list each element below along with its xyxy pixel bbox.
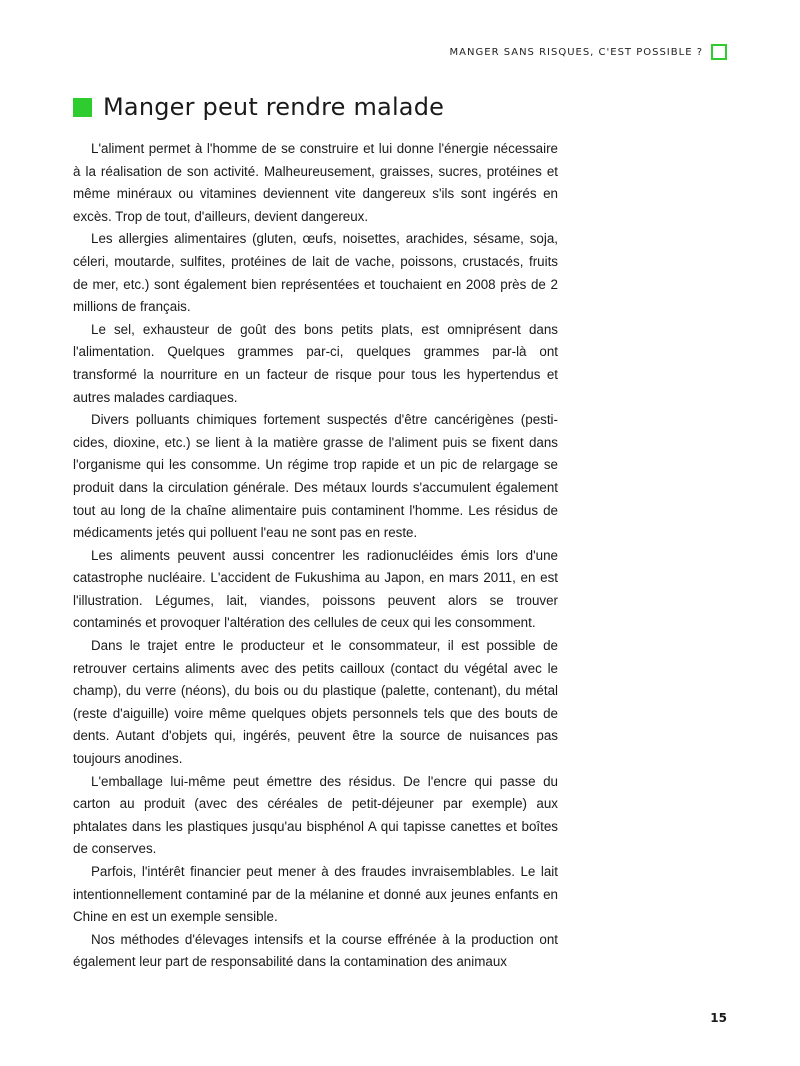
section-heading (73, 93, 444, 121)
paragraph: L'emballage lui-même peut émettre des résidus. De l'encre qui passe du carton au produit (avec des céréales de petit-déjeuner par exemple) aux phtalates dans les plastiques jusqu'au bisphénol A qui tapisse canettes et boîtes de conserves. (73, 773, 558, 857)
outlined-square-icon (711, 44, 727, 60)
paragraph: Divers polluants chimiques fortement suspectés d'être cancérigènes (pesti-cides, dioxine, etc.) se lient à la matière grasse de l'aliment puis se fixent dans l'organisme qui les consomme. Un régime trop rapide et un pic de relargage se produit dans la circulation générale. Des métaux lourds s'accumulent également tout au long de la chaîne alimentaire puis contaminent l'homme. Les résidus de médicaments jetés qui polluent l'eau ne sont pas en reste. (73, 412, 558, 541)
paragraph: Les allergies alimentaires (gluten, œufs, noisettes, arachides, sésame, soja, céleri, moutarde, sulfites, protéines de lait de vache, poissons, crustacés, fruits de mer, etc.) sont également bien représentées et touchaient en 2008 près de 2 millions de français. (73, 231, 558, 315)
paragraph: Les aliments peuvent aussi concentrer les radionucléides émis lors d'une catastrophe nucléaire. L'accident de Fukushima au Japon, en mars 2011, en est l'illustration. Légumes, lait, viandes, poissons peuvent alors se trouver contaminés et provoquer l'altération des cellules de ceux qui les consomment. (73, 547, 558, 631)
paragraph: Nos méthodes d'élevages intensifs et la course effrénée à la production ont également leur part de responsabilité dans la contamination des animaux (73, 931, 558, 970)
paragraph: Le sel, exhausteur de goût des bons petits plats, est omniprésent dans l'alimentation. Quelques grammes par-ci, quelques grammes par-là ont transformé la nourriture en un facteur de risque pour tous les hypertendus et autres malades cardiaques. (73, 321, 558, 405)
paragraph: Dans le trajet entre le producteur et le consommateur, il est possible de retrouver certains aliments avec des petits cailloux (contact du végétal avec le champ), du verre (néons), du bois ou du plastique (palette, contenant), du métal (reste d'aiguille) voire même quelques objets personnels tels que des bouts de dents. Autant d'objets qui, ingérés, peuvent être la source de nuisances pas toujours anodines. (73, 638, 558, 767)
body-text (73, 138, 558, 974)
paragraph: L'aliment permet à l'homme de se construire et lui donne l'énergie nécessaire à la réalisation de son activité. Malheureusement, graisses, sucres, protéines et même minéraux ou vitamines deviennent vite dangereux s'ils sont ingérés en excès. Trop de tout, d'ailleurs, devient dangereux. (73, 141, 558, 224)
running-title: MANGER SANS RISQUES, C'EST POSSIBLE ? (449, 46, 703, 58)
running-header (450, 44, 727, 60)
page-number: 15 (710, 1011, 727, 1025)
paragraph: Parfois, l'intérêt financier peut mener à des fraudes invraisemblables. Le lait intentionnellement contaminé par de la mélanine et donné aux jeunes enfants en Chine en est un exemple sensible. (73, 864, 558, 925)
section-title: Manger peut rendre malade (103, 93, 445, 121)
filled-square-icon (73, 98, 92, 117)
